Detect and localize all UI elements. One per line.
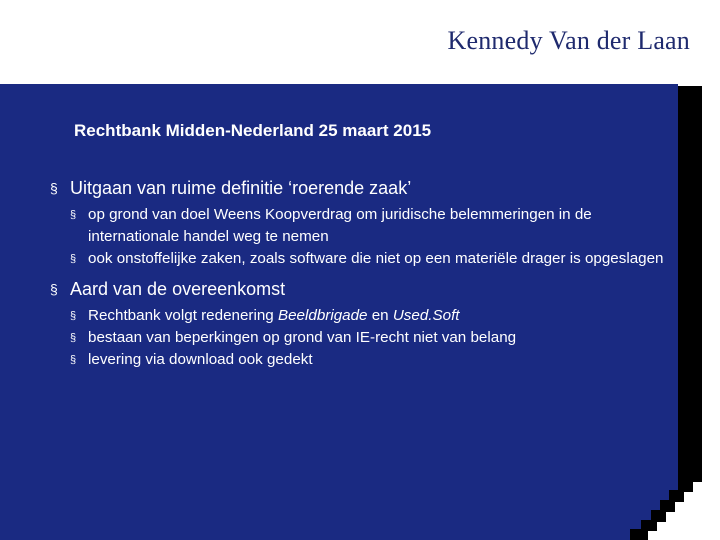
sub-bullet-list [68,204,670,270]
sub-bullet-icon: § [70,332,77,344]
sub-bullet-text: ook onstoffelijke zaken, zoals software die niet op een materiële drager is opgeslagen [88,250,664,267]
sub-bullet-icon: § [70,354,77,366]
sub-bullet-list [68,305,670,371]
sub-bullet-item [68,349,670,371]
bullet-icon: § [50,281,58,297]
sub-bullet-item [68,327,670,349]
sub-bullet-text: bestaan van beperkingen op grond van IE-recht niet van belang [88,329,517,346]
bullet-text: Aard van de overeenkomst [70,279,286,299]
sub-bullet-text: levering via download ook gedekt [88,351,313,368]
sub-bullet-icon: § [70,310,77,322]
company-logo: Kennedy Van der Laan [447,26,690,55]
sub-bullet-text [88,307,460,324]
text-connector: en [367,307,393,324]
sub-bullet-item [68,204,670,248]
bullet-icon: § [50,180,58,196]
bullet-text: Uitgaan van ruime definitie ‘roerende zaak’ [70,178,412,198]
slide-title: Rechtbank Midden-Nederland 25 maart 2015 [74,121,432,140]
bullet-item [50,177,670,199]
sub-bullet-text: op grond van doel Weens Koopverdrag om juridische belemmeringen in de internationale handel weg te nemen [88,206,592,245]
case-name-italic: Beeldbrigade [277,307,368,324]
sub-bullet-icon: § [70,253,77,265]
bullet-list [50,177,670,379]
case-name-italic: Used.Soft [392,307,460,324]
right-margin [702,86,720,470]
bullet-item [50,278,670,300]
sub-bullet-item [68,248,670,270]
text-prefix: Rechtbank volgt redenering [88,307,278,324]
sub-bullet-item [68,305,670,327]
sub-bullet-icon: § [70,209,77,221]
